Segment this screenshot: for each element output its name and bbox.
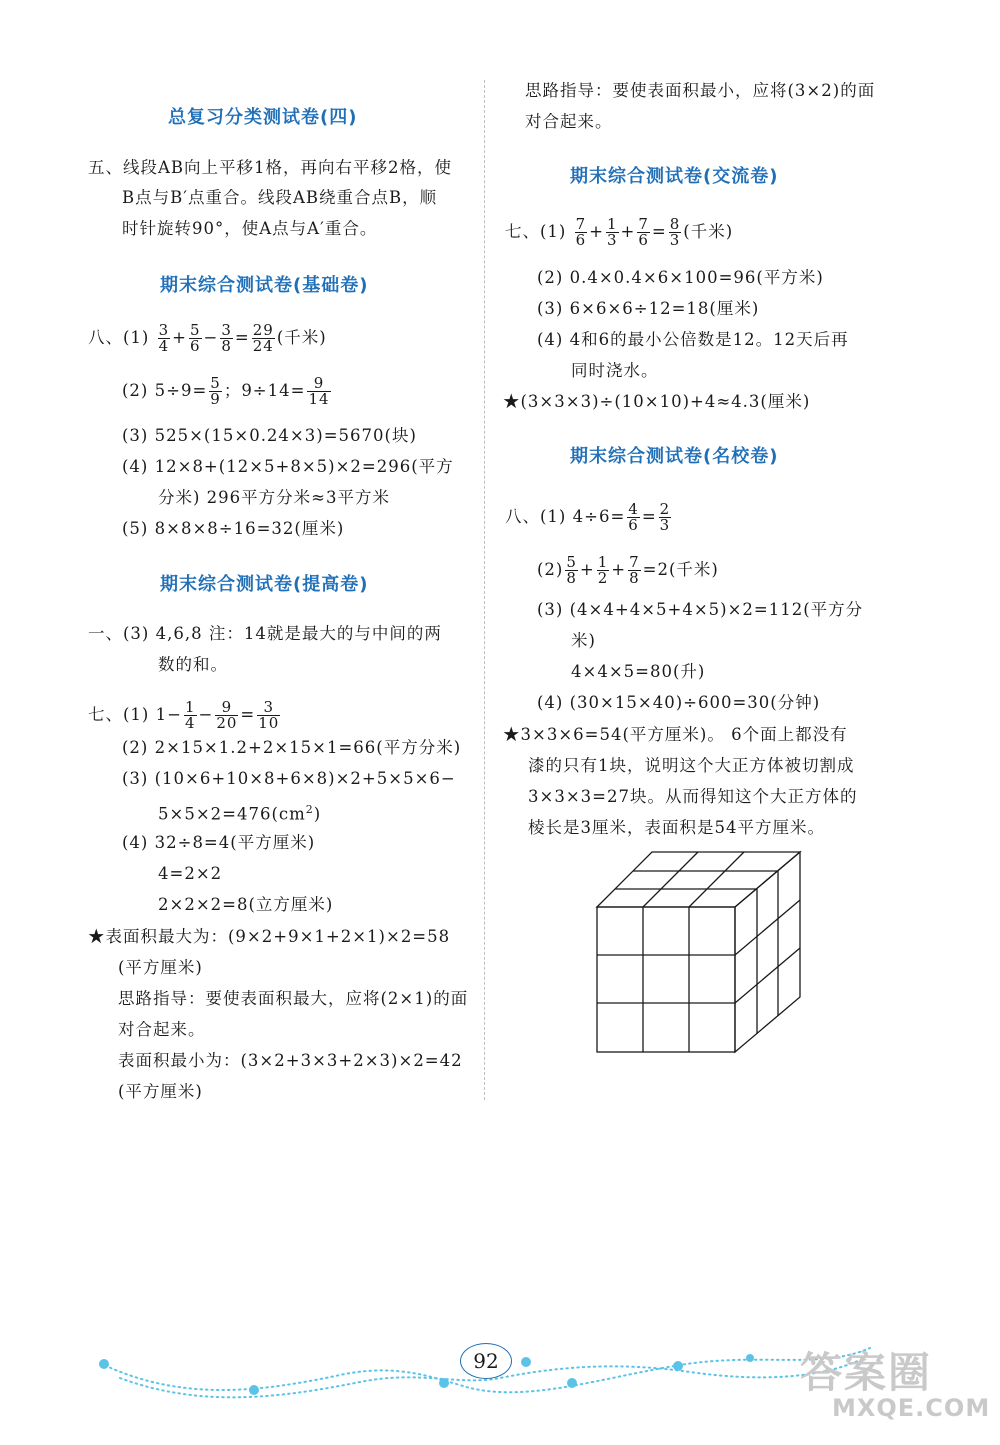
watermark-url: MXQE.COM [832,1394,991,1422]
answer-line: (4) 12×8+(12×5+8×5)×2=296(平方 [122,457,454,476]
answer-line: 数的和。 [158,655,228,674]
answer-line-fraction: 八、(1) 4÷6= $\frac{4}{6}$ = $\frac{2}{3}$ [505,500,671,534]
answer-line: B点与B′点重合。线段AB绕重合点B，顺 [122,188,438,207]
answer-line-fraction: 七、(1) $\frac{7}{6}$ + $\frac{1}{3}$ + $\frac{7}{6}$ = $\frac{8}{3}$ (千米) [505,215,734,249]
answer-line: 对合起来。 [525,112,613,131]
answer-line: 4=2×2 [158,864,223,883]
answer-line: 4×4×5=80(升) [571,662,706,681]
answer-line: 2×2×2=8(立方厘米) [158,895,334,914]
answer-line: 米) [571,631,596,650]
answer-line: 思路指导：要使表面积最小，应将(3×2)的面 [525,81,876,100]
answer-line: 分米) 296平方分米≈3平方米 [158,488,390,507]
cube-3x3x3-figure [580,845,810,1060]
answer-line: ★3×3×6=54(平方厘米)。 6个面上都没有 [503,725,848,744]
star-icon: ★ [503,392,521,411]
answer-line: 同时浇水。 [571,361,659,380]
answer-line: (平方厘米) [118,958,203,977]
section-heading-review-4: 总复习分类测试卷(四) [168,107,358,128]
answer-line: 棱长是3厘米，表面积是54平方厘米。 [528,818,825,837]
star-icon: ★ [88,927,106,946]
answer-line: 时针旋转90°，使A点与A′重合。 [122,219,378,238]
answer-line: 3×3×3=27块。从而得知这个大正方体的 [528,787,858,806]
answer-line: (2) 2×15×1.2+2×15×1=66(平方分米) [122,738,462,757]
answer-line: 一、(3) 4,6,8 注：14就是最大的与中间的两 [88,624,442,643]
answer-line-fraction: 八、(1) $\frac{3}{4}$ + $\frac{5}{6}$ − $\frac{3}{8}$ = $\frac{29}{24}$ (千米) [88,321,327,355]
answer-line: ★表面积最大为：(9×2+9×1+2×1)×2=58 [88,927,451,946]
answer-line: ★(3×3×3)÷(10×10)+4≈4.3(厘米) [503,392,811,411]
answer-line: (4) 4和6的最小公倍数是12。12天后再 [537,330,849,349]
section-heading-advanced: 期末综合测试卷(提高卷) [160,574,369,595]
answer-line-fraction: 七、(1) 1− $\frac{1}{4}$ − $\frac{9}{20}$ = $\frac{3}{10}$ [88,698,280,732]
answer-line: (2) 0.4×0.4×6×100=96(平方米) [537,268,824,287]
section-heading-basic: 期末综合测试卷(基础卷) [160,275,369,296]
answer-line: (平方厘米) [118,1082,203,1101]
answer-line-fraction: (2) $\frac{5}{8}$ + $\frac{1}{2}$ + $\frac{7}{8}$ =2(千米) [537,553,719,587]
column-divider [484,80,485,1100]
section-heading-exchange: 期末综合测试卷(交流卷) [570,166,779,187]
answer-line: (3) 6×6×6÷12=18(厘米) [537,299,760,318]
answer-line: 表面积最小为：(3×2+3×3+2×3)×2=42 [118,1051,463,1070]
answer-line: (4) 32÷8=4(平方厘米) [122,833,316,852]
answer-line: 漆的只有1块，说明这个大正方体被切割成 [528,756,855,775]
section-heading-famous-school: 期末综合测试卷(名校卷) [570,446,779,467]
answer-line: (3) (4×4+4×5+4×5)×2=112(平方分 [537,600,864,619]
star-icon: ★ [503,725,521,744]
watermark [800,1340,991,1422]
answer-line: 五、线段AB向上平移1格，再向右平移2格，使 [88,158,453,177]
answer-line: (3) 525×(15×0.24×3)=5670(块) [122,426,417,445]
answer-line: (4) (30×15×40)÷600=30(分钟) [537,693,821,712]
answer-line-fraction: (2) 5÷9= $\frac{5}{9}$ ；9÷14= $\frac{9}{14}$ [122,374,330,408]
answer-line: $5\times 5\times 2=476(cm^2)$ [158,803,322,824]
answer-line: (5) 8×8×8÷16=32(厘米) [122,519,345,538]
page-number: 92 [460,1343,512,1379]
answer-line: (3) (10×6+10×8+6×8)×2+5×5×6− [122,769,456,788]
watermark-logo-text: 答案圈 [800,1348,933,1397]
answer-line: 思路指导：要使表面积最大，应将(2×1)的面 [118,989,469,1008]
answer-line: 对合起来。 [118,1020,206,1039]
